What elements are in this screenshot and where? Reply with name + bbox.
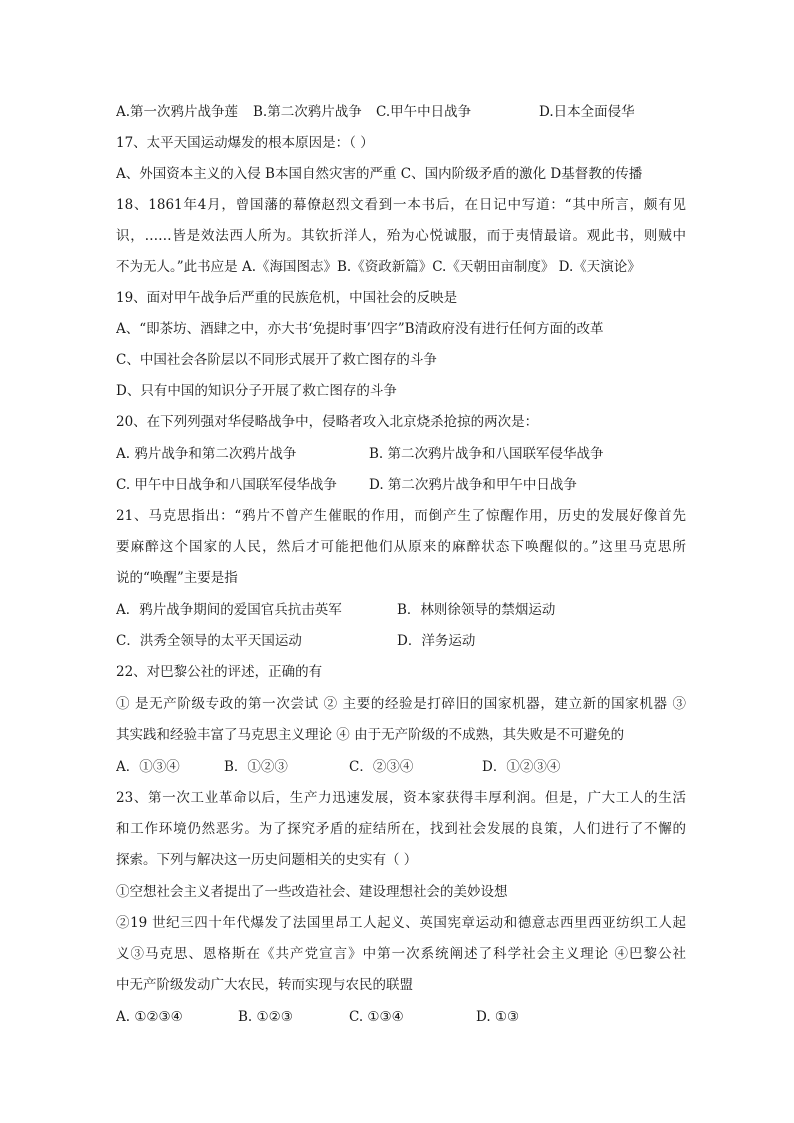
q19-stem: 19、面对甲午战争后严重的民族危机，中国社会的反映是 <box>116 290 458 306</box>
q21-option-b: B．林则徐领导的禁烟运动 <box>397 602 556 618</box>
q20-option-a: A. 鸦片战争和第二次鸦片战争 <box>116 446 297 462</box>
q22-option-d: D．①②③④ <box>482 759 561 775</box>
q23-option-c: C. ①③④ <box>349 1009 404 1025</box>
q21-option-a: A．鸦片战争期间的爱国官兵抗击英军 <box>116 602 342 618</box>
q21-options-row-2 <box>116 631 686 651</box>
q23-line-1: 23、第一次工业革命以后，生产力迅速发展，资本家获得丰厚利润。但是，广大工人的生活 <box>116 790 686 806</box>
q21-option-d: D．洋务运动 <box>397 633 476 649</box>
q23-item-2-line-3: 中无产阶级发动广大农民，转而实现与农民的联盟 <box>116 977 413 993</box>
q16-option-c: C.甲午中日战争 <box>376 104 472 120</box>
q22-option-c: C．②③④ <box>349 759 414 775</box>
q22-option-b: B．①②③ <box>224 759 288 775</box>
q23-item-2-line-2: 义③马克思、恩格斯在《共产党宣言》中第一次系统阐述了科学社会主义理论 ④巴黎公社 <box>116 946 686 962</box>
q20-option-b: B. 第二次鸦片战争和八国联军侵华战争 <box>369 446 604 462</box>
q20-options-row-2 <box>116 475 686 495</box>
q21-line-3: 说的“唤醒”主要是指 <box>116 570 238 586</box>
q18-line-2: 识，……皆是效法西人所为。其钦折洋人，殆为心悦诚服，而于夷情最谙。观此书，则贼中 <box>116 228 686 244</box>
q17-stem: 17、太平天国运动爆发的根本原因是：（ ） <box>116 135 374 151</box>
q19-option-d: D、只有中国的知识分子开展了救亡图存的斗争 <box>116 383 397 399</box>
q21-line-2: 要麻醉这个国家的人民，然后才可能把他们从原来的麻醉状态下唤醒似的。”这里马克思所 <box>116 539 686 555</box>
q16-option-b: B.第二次鸦片战争 <box>253 104 362 120</box>
q22-options <box>116 757 686 777</box>
q21-line-1: 21、马克思指出：“鸦片不曾产生催眠的作用，而倒产生了惊醒作用，历史的发展好像首先 <box>116 508 686 524</box>
q16-option-a: A.第一次鸦片战争莲 <box>116 104 239 120</box>
q20-option-c: C. 甲午中日战争和八国联军侵华战争 <box>116 477 337 493</box>
q18-line-1: 18、1861年4月，曾国藩的幕僚赵烈文看到一本书后，在日记中写道：“其中所言，颇有见 <box>116 197 686 213</box>
q23-line-2: 和工作环境仍然恶劣。为了探究矛盾的症结所在，找到社会发展的良策，人们进行了不懈的 <box>116 821 686 837</box>
q23-option-d: D. ①③ <box>476 1009 520 1025</box>
q18-line-3: 不为无人。”此书应是 A.《海国图志》B.《资政新篇》C.《天朝田亩制度》 D.《天演论》 <box>116 259 641 275</box>
q21-option-c: C．洪秀全领导的太平天国运动 <box>116 633 302 649</box>
q23-option-a: A. ①②③④ <box>116 1009 183 1025</box>
q21-options-row-1 <box>116 600 686 620</box>
q20-option-d: D. 第二次鸦片战争和甲午中日战争 <box>369 477 577 493</box>
q16-options <box>116 102 686 122</box>
q23-option-b: B. ①②③ <box>238 1009 293 1025</box>
q17-options: A、外国资本主义的入侵 B本国自然灾害的严重 C、国内阶级矛盾的激化 D基督教的传播 <box>116 166 643 182</box>
q23-line-3: 探索。下列与解决这一历史问题相关的史实有（ ） <box>116 852 418 868</box>
q19-option-a: A、“即茶坊、酒肆之中，亦大书‘免提时事’四字”B清政府没有进行任何方面的改革 <box>116 321 604 337</box>
q22-stem: 22、对巴黎公社的评述，正确的有 <box>116 664 323 680</box>
q22-line-1: ① 是无产阶级专政的第一次尝试 ② 主要的经验是打碎旧的国家机器，建立新的国家机器 ③ <box>116 696 686 712</box>
q19-option-c: C、中国社会各阶层以不同形式展开了救亡图存的斗争 <box>116 352 437 368</box>
q22-line-2: 其实践和经验丰富了马克思主义理论 ④ 由于无产阶级的不成熟，其失败是不可避免的 <box>116 727 625 743</box>
q20-options-row-1 <box>116 444 686 464</box>
q23-item-2-line-1: ②19 世纪三四十年代爆发了法国里昂工人起义、英国宪章运动和德意志西里西亚纺织工人起 <box>116 915 686 931</box>
q16-option-d: D.日本全面侵华 <box>539 104 635 120</box>
q23-options <box>116 1007 686 1027</box>
q20-stem: 20、在下列列强对华侵略战争中，侵略者攻入北京烧杀抢掠的两次是： <box>116 414 539 430</box>
q22-option-a: A．①③④ <box>116 759 180 775</box>
q23-item-1: ①空想社会主义者提出了一些改造社会、建设理想社会的美妙设想 <box>116 884 508 900</box>
